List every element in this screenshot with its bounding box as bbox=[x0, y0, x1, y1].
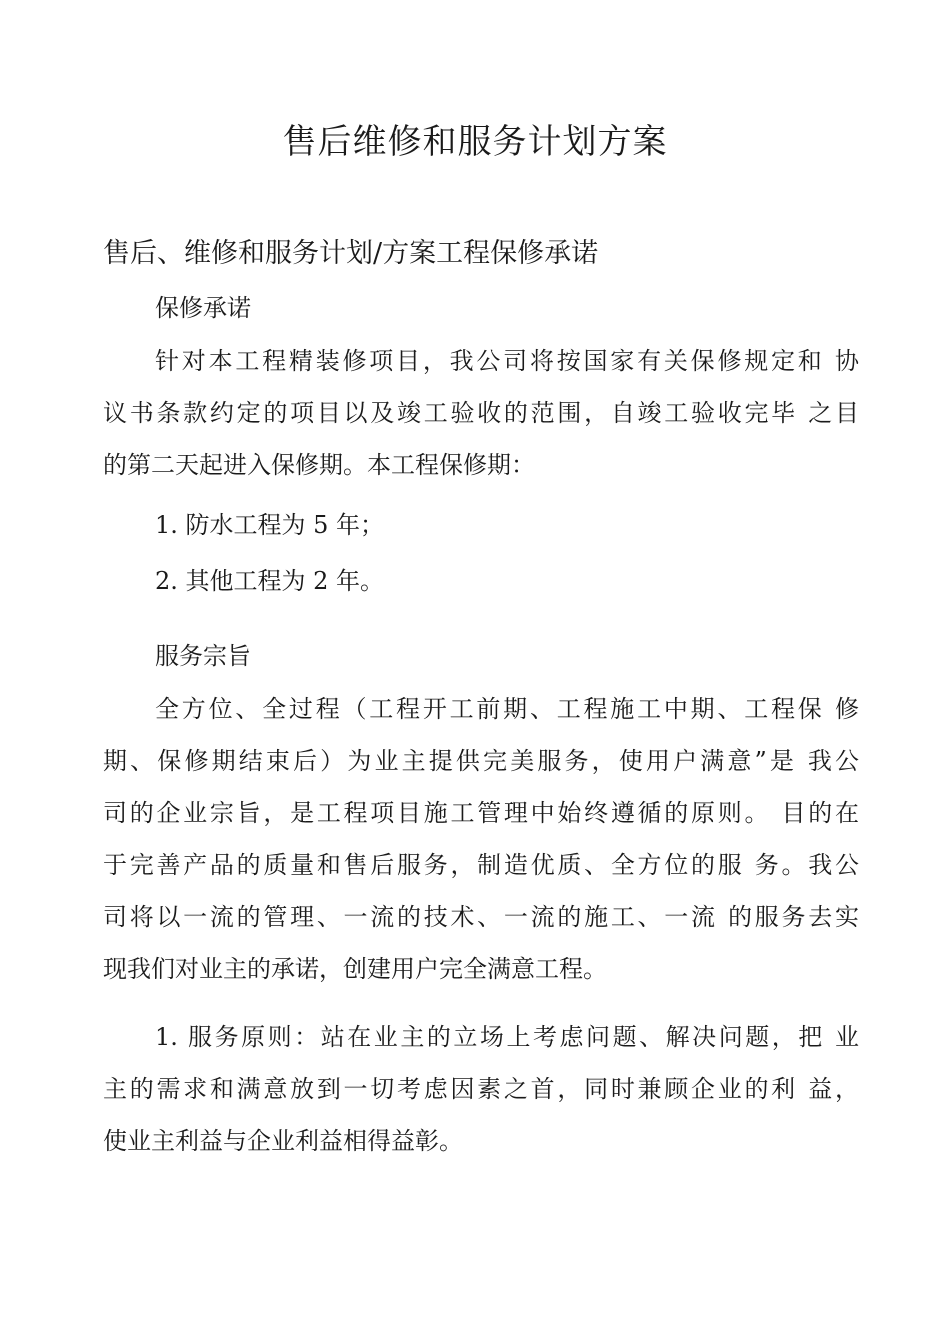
paragraph-line: 主的需求和满意放到一切考虑因素之首，同时兼顾企业的利 益， bbox=[103, 1075, 859, 1103]
paragraph-line: 全方位、全过程（工程开工前期、工程施工中期、工程保 修 bbox=[155, 695, 859, 723]
paragraph-line: 现我们对业主的承诺，创建用户完全满意工程。 bbox=[103, 955, 607, 983]
paragraph-line: 期、保修期结束后）为业主提供完美服务，使用户满意”是 我公 bbox=[103, 747, 859, 775]
paragraph-line: 司将以一流的管理、一流的技术、一流的施工、一流 的服务去实 bbox=[103, 903, 859, 931]
section-heading: 售后、维修和服务计划/方案工程保修承诺 bbox=[103, 238, 599, 269]
paragraph-line: 的第二天起进入保修期。本工程保修期： bbox=[103, 451, 535, 479]
paragraph-line: 针对本工程精装修项目，我公司将按国家有关保修规定和 协 bbox=[155, 347, 859, 375]
service-principle-paragraph bbox=[103, 1011, 859, 1167]
paragraph-line: 1. 服务原则：站在业主的立场上考虑问题、解决问题，把 业 bbox=[155, 1023, 859, 1051]
document-title: 售后维修和服务计划方案 bbox=[282, 122, 668, 162]
paragraph-line: 于完善产品的质量和售后服务，制造优质、全方位的服 务。我公 bbox=[103, 851, 859, 879]
service-heading: 服务宗旨 bbox=[155, 642, 251, 670]
paragraph-line: 司的企业宗旨，是工程项目施工管理中始终遵循的原则。 目的在 bbox=[103, 799, 859, 827]
warranty-item-other: 2. 其他工程为 2 年。 bbox=[155, 567, 385, 595]
paragraph-line: 议书条款约定的项目以及竣工验收的范围，自竣工验收完毕 之目 bbox=[103, 399, 859, 427]
service-paragraph bbox=[103, 683, 859, 995]
warranty-heading: 保修承诺 bbox=[155, 294, 251, 322]
paragraph-line: 使业主利益与企业利益相得益彰。 bbox=[103, 1127, 463, 1155]
warranty-item-waterproof: 1. 防水工程为 5 年； bbox=[155, 511, 385, 539]
warranty-paragraph bbox=[103, 335, 859, 491]
